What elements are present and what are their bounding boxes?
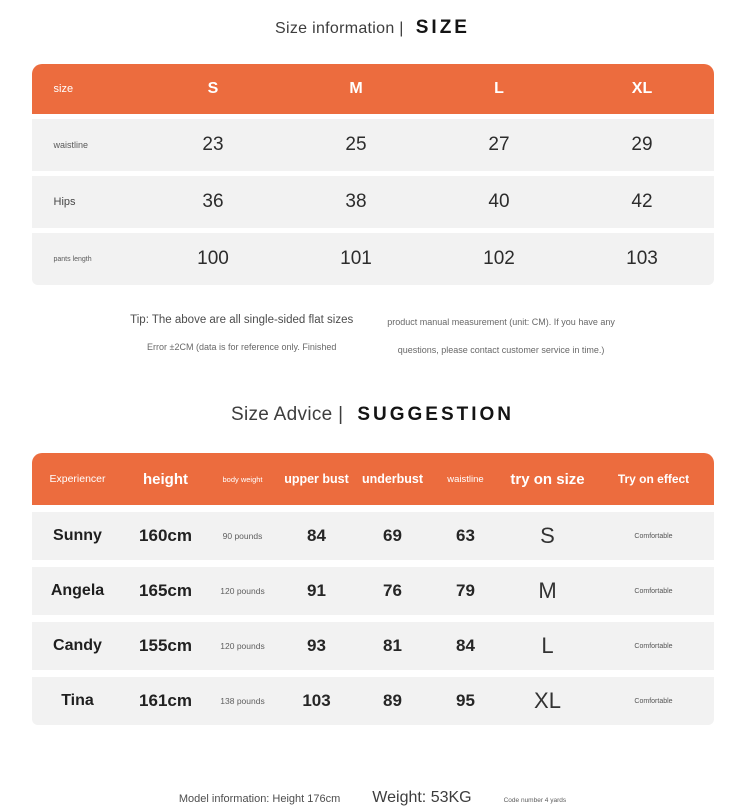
tip-text: product manual measurement (unit: CM). If you have any (387, 317, 615, 327)
experiencer-weight: 138 pounds (220, 696, 265, 706)
size-table-header-size: size (53, 83, 74, 95)
try-on-size-value: XL (534, 688, 561, 713)
header-upper-bust: upper bust (284, 472, 349, 486)
tip-right-column (387, 314, 615, 358)
try-on-size-value: M (538, 578, 557, 603)
cell-value: 100 (197, 248, 229, 269)
cell-value: 40 (488, 191, 510, 212)
suggestion-row-angela (32, 567, 714, 615)
cell-value: 29 (631, 134, 653, 155)
experiencer-name: Angela (50, 582, 105, 599)
size-table-header (32, 64, 714, 114)
size-table-header-m: M (349, 80, 363, 97)
experiencer-height: 161cm (139, 691, 192, 710)
header-waistline: waistline (447, 473, 484, 485)
underbust-value: 81 (383, 636, 402, 655)
cell-value: 101 (340, 248, 372, 269)
suggestion-table-header (32, 453, 714, 505)
row-label: Hips (53, 196, 76, 208)
waistline-value: 95 (456, 691, 475, 710)
row-label: waistline (53, 140, 89, 150)
size-table-header-l: L (494, 80, 504, 97)
tip-left-column (130, 314, 353, 358)
header-try-on-effect: Try on effect (617, 472, 690, 486)
experiencer-name: Tina (61, 692, 94, 709)
cell-value: 102 (483, 248, 515, 269)
header-body-weight: body weight (222, 474, 263, 484)
experiencer-weight: 120 pounds (220, 586, 265, 596)
cell-value: 38 (345, 191, 367, 212)
model-weight-text: Weight: 53KG (372, 789, 472, 806)
size-table-row-pants-length (32, 233, 714, 285)
size-table-header-xl: XL (631, 80, 653, 97)
row-label: pants length (53, 255, 92, 263)
underbust-value: 76 (383, 581, 402, 600)
waistline-value: 84 (456, 636, 475, 655)
suggestion-row-tina (32, 677, 714, 725)
suggestion-row-candy (32, 622, 714, 670)
tip-text: Error ±2CM (data is for reference only. Finished (147, 342, 337, 352)
experiencer-height: 155cm (139, 636, 192, 655)
cell-value: 42 (631, 191, 653, 212)
cell-value: 103 (626, 248, 658, 269)
experiencer-height: 160cm (139, 526, 192, 545)
try-on-effect-value: Comfortable (634, 532, 673, 540)
try-on-effect-value: Comfortable (634, 697, 673, 705)
try-on-effect-value: Comfortable (634, 587, 673, 595)
try-on-size-value: S (540, 523, 555, 548)
advice-heading-title: SUGGESTION (357, 404, 515, 425)
cell-value: 27 (488, 134, 510, 155)
model-height-text: Model information: Height 176cm (178, 793, 341, 805)
model-info-footer (0, 789, 745, 807)
cell-value: 25 (345, 134, 367, 155)
size-table-row-waistline (32, 119, 714, 171)
experiencer-name: Sunny (53, 527, 102, 544)
experiencer-weight: 120 pounds (220, 641, 265, 651)
waistline-value: 63 (456, 526, 475, 545)
waistline-value: 79 (456, 581, 475, 600)
tip-text: Tip: The above are all single-sided flat sizes (130, 314, 354, 326)
model-code-text: Code number 4 yards (503, 797, 567, 804)
header-underbust: underbust (361, 472, 424, 486)
size-heading-title: SIZE (415, 17, 470, 38)
suggestion-table (32, 453, 714, 725)
size-table-row-hips (32, 176, 714, 228)
size-table-header-s: S (207, 80, 219, 97)
size-tip-note (0, 314, 745, 358)
upper-bust-value: 93 (307, 636, 326, 655)
header-experiencer: Experiencer (49, 473, 106, 485)
experiencer-height: 165cm (139, 581, 192, 600)
advice-section-heading (0, 404, 745, 426)
try-on-effect-value: Comfortable (634, 642, 673, 650)
upper-bust-value: 91 (307, 581, 326, 600)
header-try-on-size: try on size (510, 470, 585, 488)
size-section-heading (0, 0, 745, 39)
upper-bust-value: 84 (307, 526, 326, 545)
underbust-value: 69 (383, 526, 402, 545)
experiencer-weight: 90 pounds (222, 531, 263, 541)
size-table (32, 64, 714, 285)
size-heading-prefix: Size information | (275, 20, 404, 37)
cell-value: 23 (202, 134, 224, 155)
suggestion-row-sunny (32, 512, 714, 560)
tip-text: questions, please contact customer service in time.) (397, 345, 605, 355)
try-on-size-value: L (541, 633, 554, 658)
header-height: height (143, 470, 188, 488)
upper-bust-value: 103 (302, 691, 331, 710)
underbust-value: 89 (383, 691, 402, 710)
cell-value: 36 (202, 191, 224, 212)
experiencer-name: Candy (53, 637, 102, 654)
advice-heading-prefix: Size Advice | (230, 404, 344, 425)
